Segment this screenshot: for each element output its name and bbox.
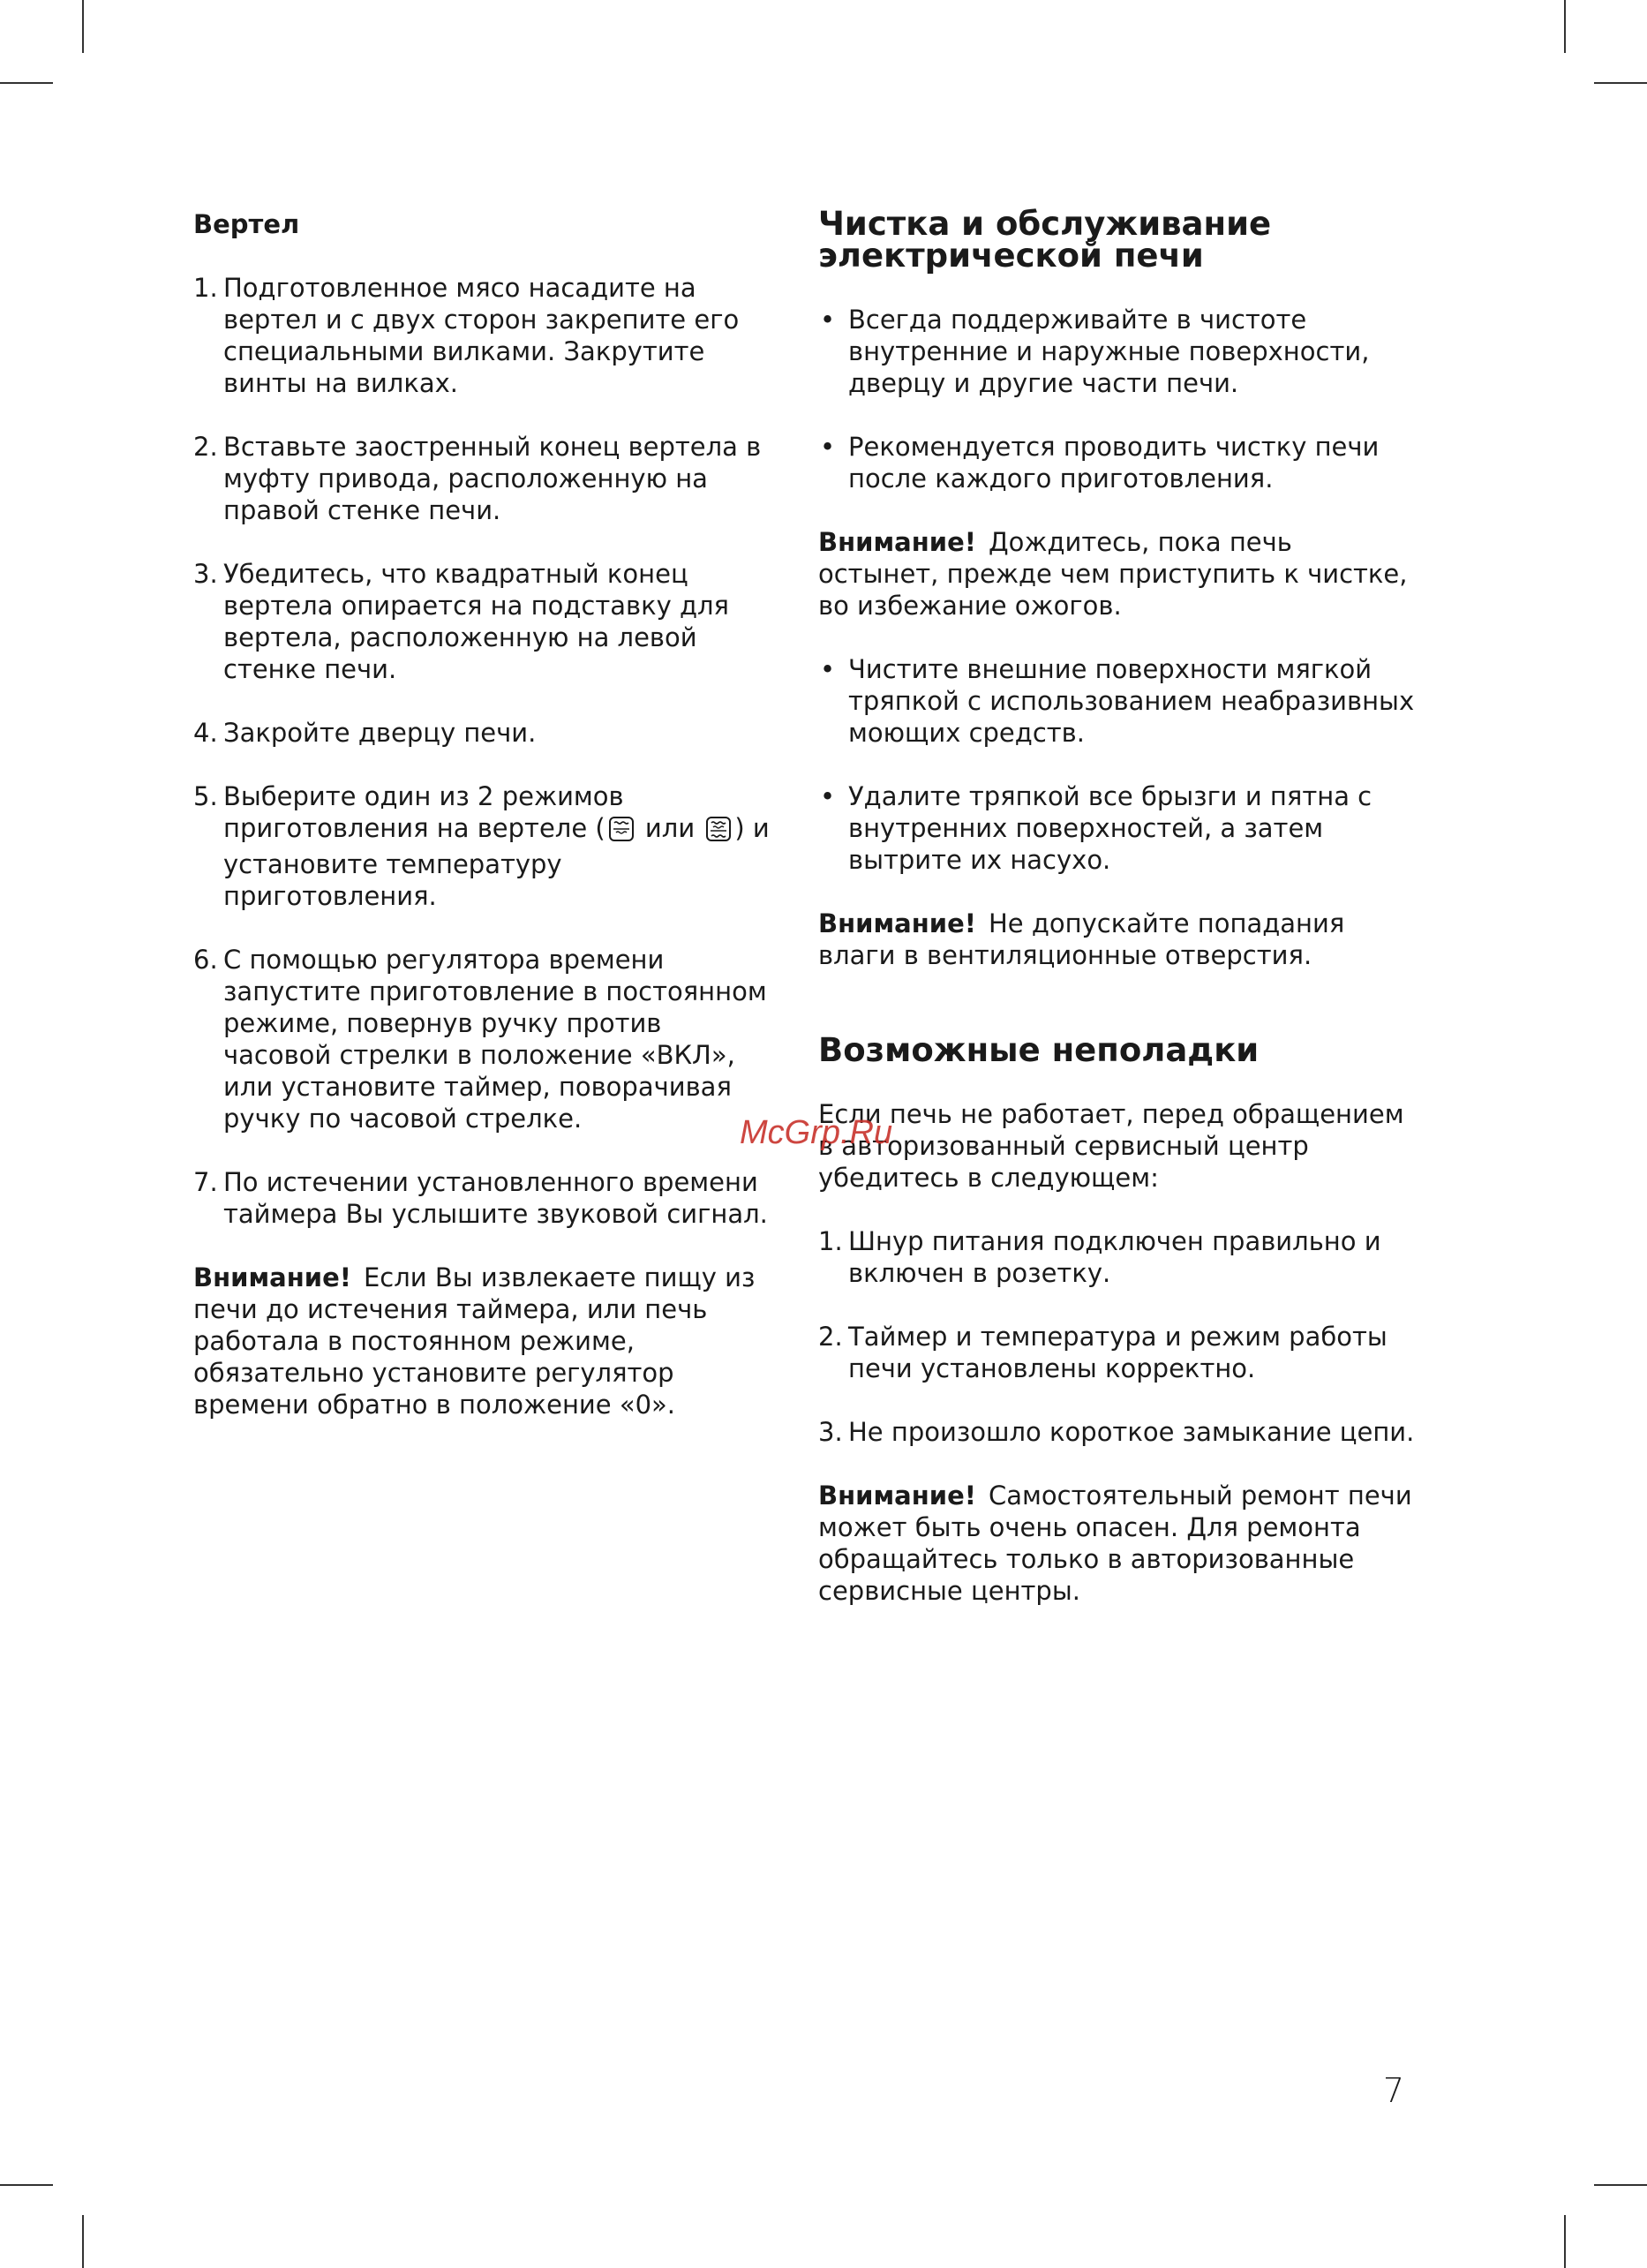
list-number: 5. xyxy=(193,781,218,811)
troubleshooting-title: Возможные неполадки xyxy=(818,1031,1260,1069)
troubleshooting-intro: Если печь не работает, перед обращением в авторизованный сервисный центр убедитесь в следующем: xyxy=(818,1099,1404,1193)
warning-paragraph xyxy=(818,908,1418,971)
bullet-icon: • xyxy=(820,305,836,335)
warning-label: Внимание! xyxy=(193,1262,351,1292)
crop-mark-bottom-right-v xyxy=(1564,2215,1566,2268)
warning-paragraph xyxy=(193,1262,776,1420)
list-item xyxy=(818,304,1418,399)
list-text: Закройте дверцу печи. xyxy=(223,718,537,748)
list-text: Не произошло короткое замыкание цепи. xyxy=(848,1417,1415,1447)
crop-mark-bottom-left-v xyxy=(82,2215,84,2268)
bullet-text: Рекомендуется проводить чистку печи после каждого приготовления. xyxy=(848,432,1380,494)
warning-label: Внимание! xyxy=(818,527,976,557)
right-column xyxy=(818,205,1418,1639)
warning-text: Не допускайте попадания влаги в вентиляционные отверстия. xyxy=(818,908,1345,970)
page-number: 7 xyxy=(1382,2071,1404,2110)
list-number: 3. xyxy=(818,1417,843,1447)
list-text: Подготовленное мясо насадите на вертел и с двух сторон закрепите его специальными вилками. Закрутите винты на вилках. xyxy=(223,273,740,398)
list-number: 1. xyxy=(193,273,218,303)
list-text: Таймер и температура и режим работы печи установлены корректно. xyxy=(848,1322,1388,1383)
rotisserie-top-bottom-heat-icon xyxy=(706,817,731,848)
warning-label: Внимание! xyxy=(818,908,976,938)
list-item xyxy=(193,558,776,685)
rotisserie-top-heat-icon xyxy=(609,817,634,848)
list-number: 3. xyxy=(193,559,218,589)
bullet-icon: • xyxy=(820,432,836,462)
crop-mark-top-right-v xyxy=(1564,0,1566,53)
bullet-text: Чистите внешние поверхности мягкой тряпкой с использованием неабразивных моющих средств. xyxy=(848,654,1415,748)
list-number: 6. xyxy=(193,945,218,975)
warning-text: Дождитесь, пока печь остынет, прежде чем приступить к чистке, во избежание ожогов. xyxy=(818,527,1408,621)
list-text: Убедитесь, что квадратный конец вертела опирается на подставку для вертела, расположенную на левой стенке печи. xyxy=(223,559,730,684)
warning-paragraph xyxy=(818,1480,1418,1607)
warning-text: Если Вы извлекаете пищу из печи до истечения таймера, или печь работала в постоянном режиме, обязательно установите регулятор времени обратно в положение «0». xyxy=(193,1262,756,1420)
list-number: 1. xyxy=(818,1226,843,1256)
list-text-b: или xyxy=(636,813,703,843)
crop-mark-top-left-v xyxy=(82,0,84,53)
warning-label: Внимание! xyxy=(818,1481,976,1511)
list-item xyxy=(193,780,776,912)
list-text-c: ) и установите температуру приготовления. xyxy=(223,813,770,911)
crop-mark-bottom-right-h xyxy=(1594,2184,1647,2186)
list-text-a: Выберите один из 2 режимов приготовления на вертеле ( xyxy=(223,781,624,843)
list-number: 7. xyxy=(193,1167,218,1197)
list-text: По истечении установленного времени таймера Вы услышите звуковой сигнал. xyxy=(223,1167,768,1229)
crop-mark-top-right-h xyxy=(1594,82,1647,84)
list-item xyxy=(818,1321,1418,1384)
bullet-text: Всегда поддерживайте в чистоте внутренние и наружные поверхности, дверцу и другие части печи. xyxy=(848,305,1370,398)
cleaning-title xyxy=(818,205,1418,275)
list-item xyxy=(193,272,776,399)
cleaning-title-line1: Чистка и обслуживание xyxy=(818,205,1272,243)
warning-text: Самостоятельный ремонт печи может быть очень опасен. Для ремонта обращайтесь только в авторизованные сервисные центры. xyxy=(818,1481,1412,1606)
list-text: Шнур питания подключен правильно и включен в розетку. xyxy=(848,1226,1381,1288)
list-item xyxy=(818,653,1418,749)
list-item xyxy=(818,1225,1418,1289)
left-column xyxy=(193,208,776,1452)
cleaning-title-line2: электрической печи xyxy=(818,237,1204,275)
watermark: McGrp.Ru xyxy=(740,1114,893,1151)
list-item xyxy=(818,1416,1418,1448)
crop-mark-bottom-left-h xyxy=(0,2184,53,2186)
crop-mark-top-left-h xyxy=(0,82,53,84)
list-number: 4. xyxy=(193,718,218,748)
bullet-text: Удалите тряпкой все брызги и пятна с внутренних поверхностей, а затем вытрите их насухо. xyxy=(848,781,1372,875)
list-item xyxy=(193,431,776,526)
bullet-icon: • xyxy=(820,781,836,811)
list-item xyxy=(193,717,776,749)
list-number: 2. xyxy=(193,432,218,462)
list-item xyxy=(193,944,776,1134)
list-text: Вставьте заостренный конец вертела в муфту привода, расположенную на правой стенке печи. xyxy=(223,432,762,525)
bullet-icon: • xyxy=(820,654,836,684)
list-text: С помощью регулятора времени запустите приготовление в постоянном режиме, повернув ручку против часовой стрелки в положение «ВКЛ», или установите таймер, поворачивая ручку по часовой стрелке. xyxy=(223,945,767,1134)
warning-paragraph xyxy=(818,526,1418,622)
list-item xyxy=(818,431,1418,494)
list-number: 2. xyxy=(818,1322,843,1352)
rotisserie-heading: Вертел xyxy=(193,209,300,239)
list-item xyxy=(193,1166,776,1230)
list-item xyxy=(818,780,1418,876)
